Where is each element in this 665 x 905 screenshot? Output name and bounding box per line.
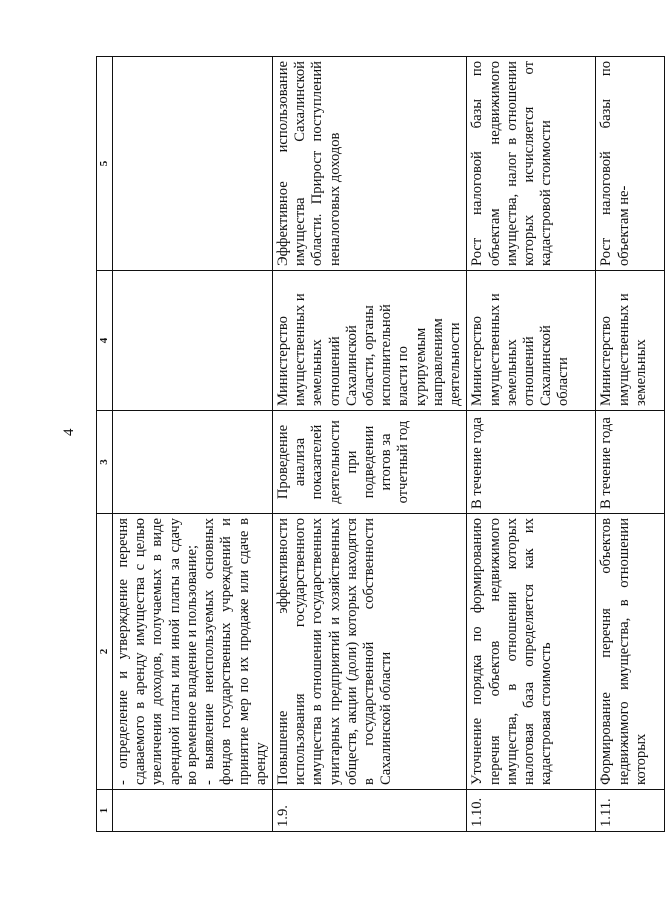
row-executor [112,271,272,411]
row-number: 1.11. [596,790,665,832]
row-term: Проведение анализа показателей деятельности при подведении итогов за отчетный год [272,411,466,514]
row-number: 1.10. [467,790,596,832]
row-action: Повышение эффективности использования государственного имущества в отношении государственных унитарных предприятий и хозяйственных обществ, акции (доли) которых находятся в государственной собственности Сахалинской области [272,514,466,790]
row-result [112,57,272,271]
header-col-5: 5 [97,57,113,271]
row-result: Эффективное использование имущества Сахалинской области. Прирост поступлений неналоговых доходов [272,57,466,271]
row-term: В течение года [596,411,665,514]
table-row [596,57,665,832]
rotated-table-container [96,57,649,832]
row-action-line: - определение и утверждение перечня сдаваемого в аренду имущества с целью увеличения доходов, получаемых в виде арендной платы или иной платы за сдачу во временное владение и пользование; - выявление неиспользуемых основных фондов государственных учреждений и принятие мер по их продаже или сдаче в аренду [114,518,269,785]
table-row [112,57,272,832]
page-number: 4 [61,428,77,436]
row-executor: Министерство имущественных и земельных отношений Сахалинской области [467,271,596,411]
row-number [112,790,272,832]
row-action [112,514,272,790]
table-row [272,57,466,832]
row-number: 1.9. [272,790,466,832]
header-col-3: 3 [97,411,113,514]
row-term: В течение года [467,411,596,514]
row-action: Формирование перечня объектов недвижимого имущества, в отношении которых [596,514,665,790]
row-result: Рост налоговой базы по объектам не- [596,57,665,271]
header-col-4: 4 [97,271,113,411]
table-header-row [97,57,113,832]
header-col-1: 1 [97,790,113,832]
measures-table [96,56,665,832]
row-executor: Министерство имущественных и земельных [596,271,665,411]
row-executor: Министерство имущественных и земельных отношений Сахалинской области, органы исполнительной власти по курируемым направлениям деятельности [272,271,466,411]
table-row [467,57,596,832]
row-term [112,411,272,514]
row-action: Уточнение порядка по формированию перечня объектов недвижимого имущества, в отношении которых налоговая база определяется как их кадастровая стоимость [467,514,596,790]
row-result: Рост налоговой базы по объектам недвижимого имущества, налог в отношении которых исчисляется от кадастровой стоимости [467,57,596,271]
header-col-2: 2 [97,514,113,790]
